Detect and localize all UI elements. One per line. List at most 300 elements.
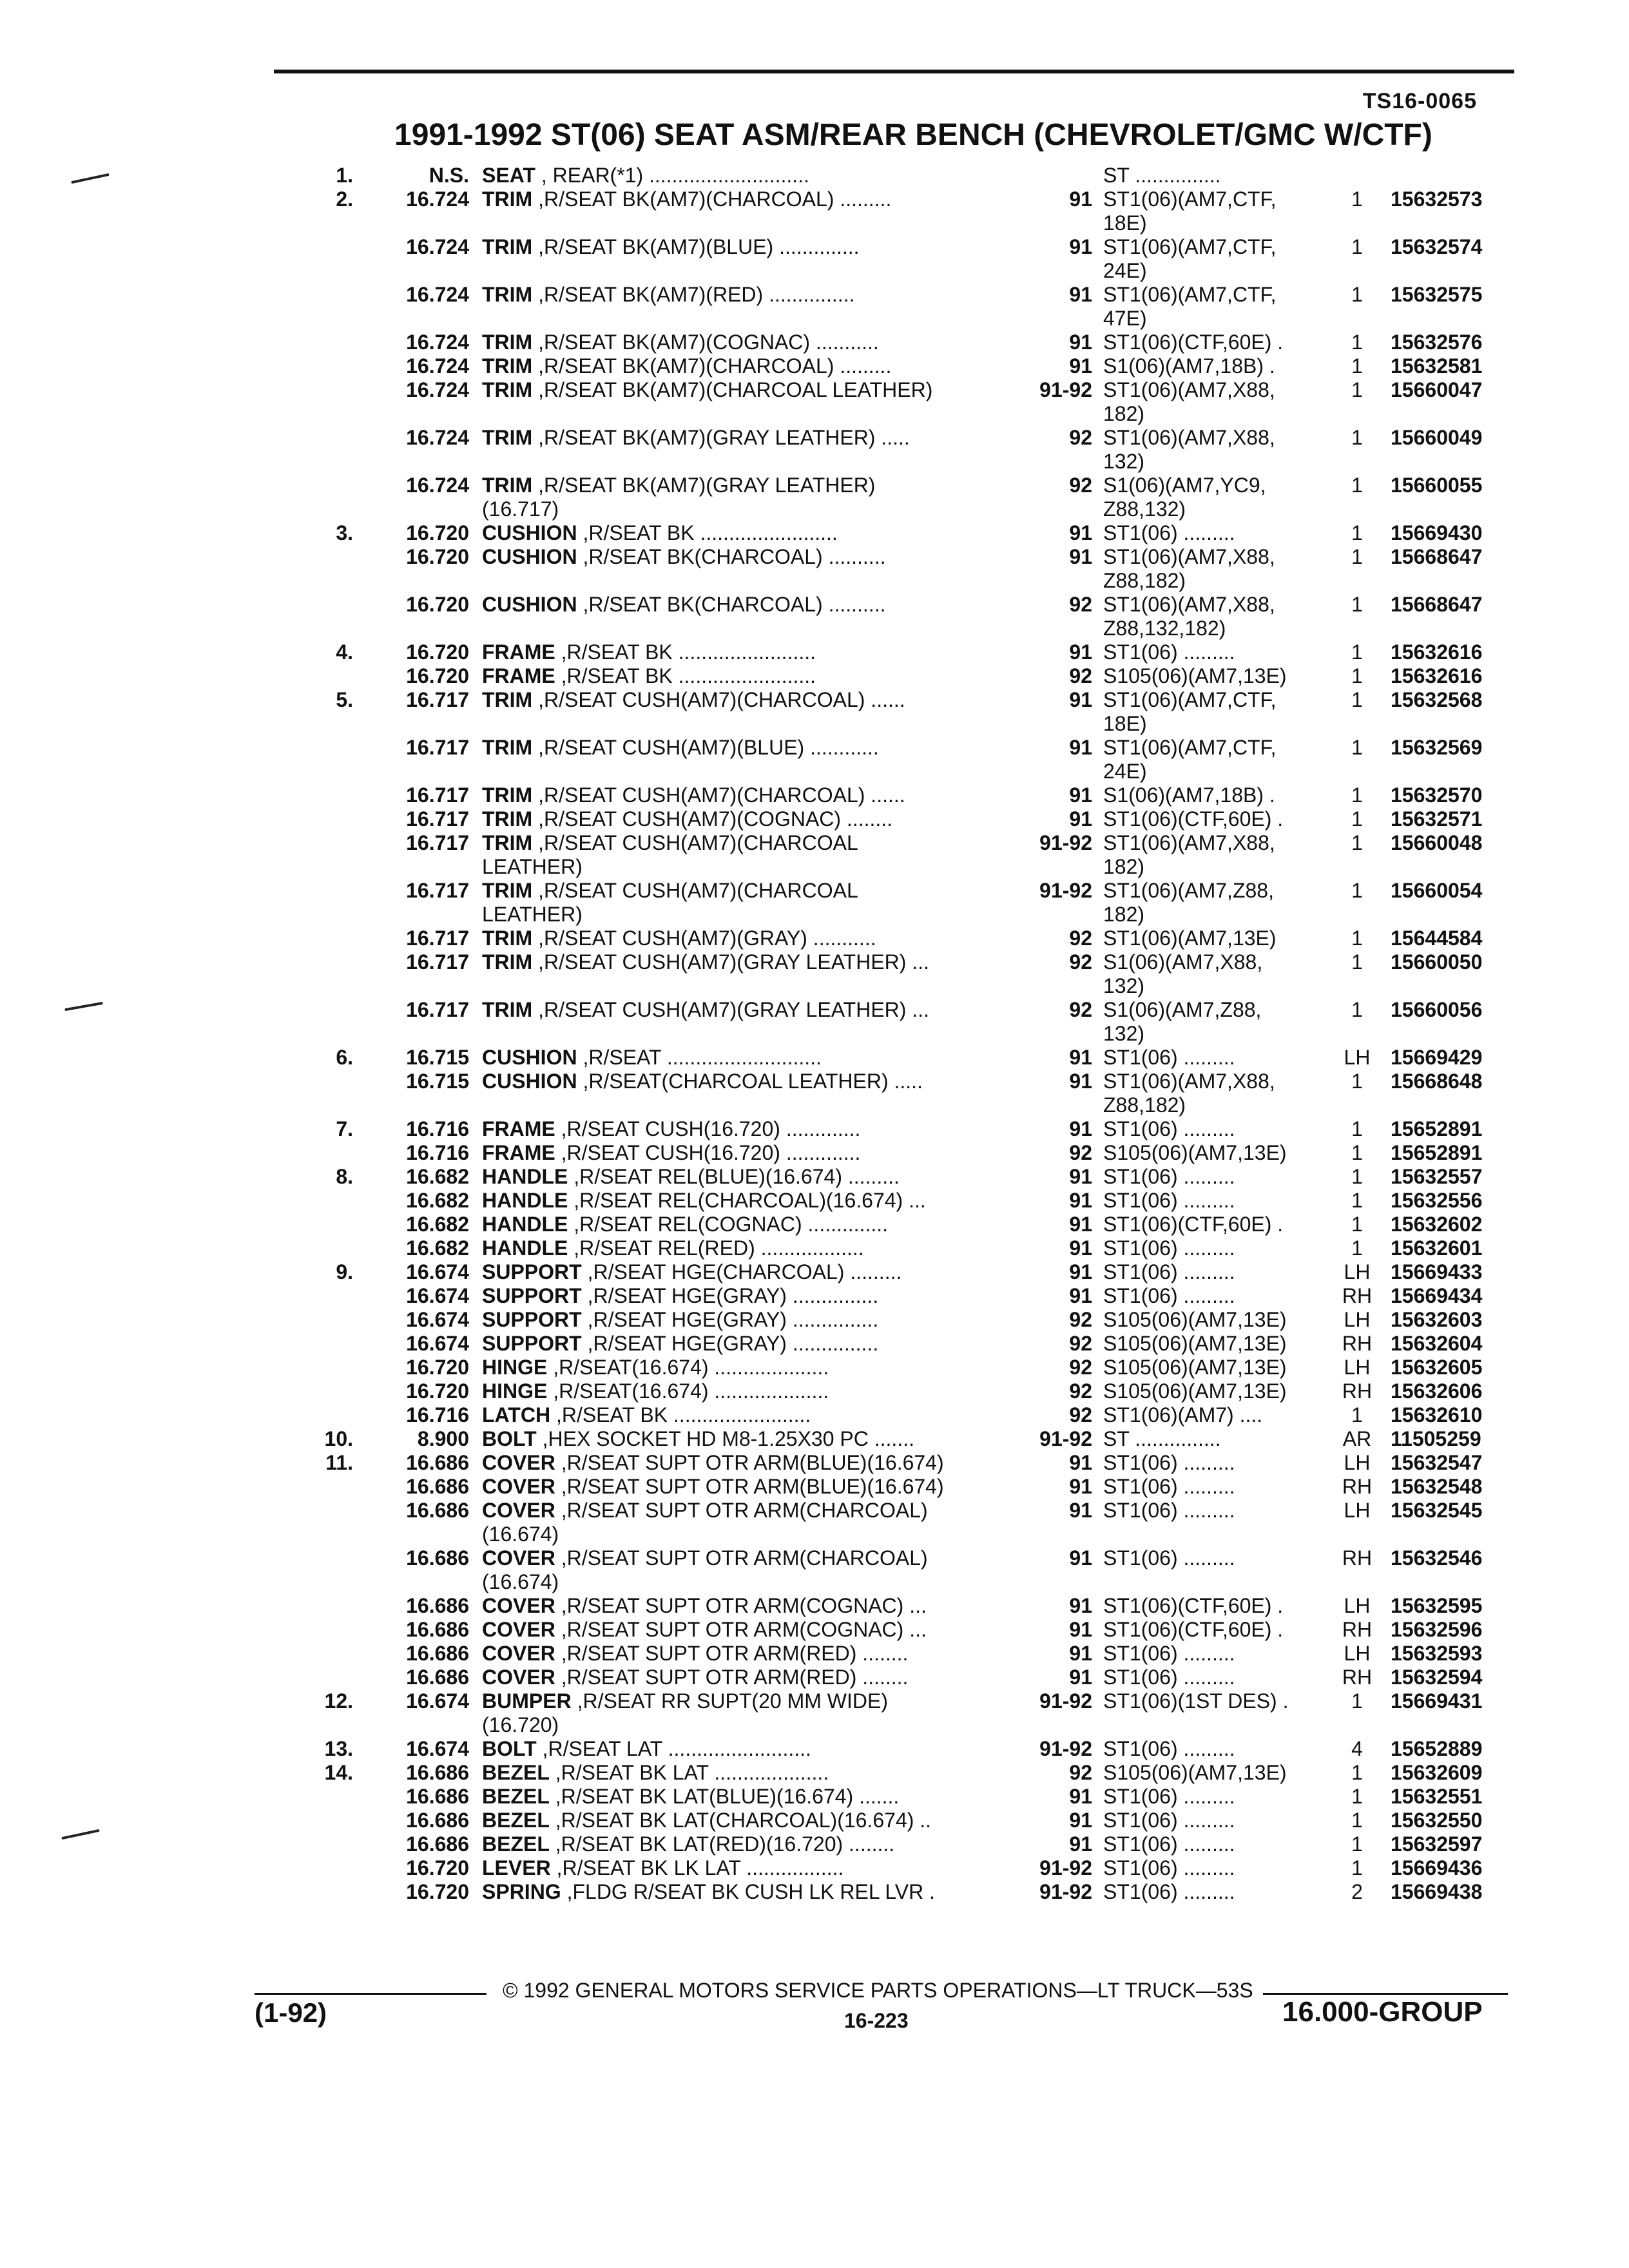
group-number: 16.674 bbox=[406, 1308, 469, 1331]
group-number: 16.724 bbox=[406, 354, 469, 378]
part-name: BEZEL bbox=[482, 1832, 550, 1856]
model-code: S105(06)(AM7,13E) bbox=[1103, 664, 1287, 687]
part-number: 15669438 bbox=[1391, 1880, 1483, 1903]
model-code: ST1(06)(AM7,Z88, bbox=[1103, 879, 1274, 902]
part-name: TRIM bbox=[482, 426, 533, 449]
group-number: 16.686 bbox=[406, 1475, 469, 1498]
model-year: 92 bbox=[1069, 927, 1092, 950]
table-row bbox=[0, 927, 1629, 950]
part-description bbox=[482, 545, 1004, 569]
model-code: ST1(06)(CTF,60E) . bbox=[1103, 1213, 1284, 1236]
item-key: 5. bbox=[336, 688, 353, 711]
group-number: 16.717 bbox=[406, 831, 469, 854]
model-year: 91 bbox=[1069, 688, 1092, 711]
part-description bbox=[482, 164, 1004, 187]
group-number: 16.686 bbox=[406, 1666, 469, 1689]
part-number: 15632546 bbox=[1391, 1546, 1483, 1570]
quantity: 1 bbox=[1351, 1761, 1363, 1784]
part-number: 15632556 bbox=[1391, 1189, 1483, 1212]
model-code: ST1(06)(AM7,CTF, bbox=[1103, 736, 1277, 759]
quantity: 1 bbox=[1351, 1809, 1363, 1832]
part-name: FRAME bbox=[482, 640, 555, 664]
group-number: 16.717 bbox=[406, 807, 469, 831]
part-number: 15668647 bbox=[1391, 545, 1483, 568]
quantity: 1 bbox=[1351, 1856, 1363, 1879]
part-detail: ,R/SEAT BK LAT .................... bbox=[549, 1761, 829, 1784]
group-number: 16.724 bbox=[406, 235, 469, 258]
part-number: 11505259 bbox=[1391, 1427, 1481, 1450]
part-description bbox=[482, 640, 1004, 664]
quantity: LH bbox=[1344, 1260, 1371, 1283]
part-detail: ,R/SEAT CUSH(16.720) ............. bbox=[555, 1117, 861, 1140]
part-name: TRIM bbox=[482, 331, 533, 354]
table-row bbox=[0, 1046, 1629, 1070]
part-number: 15644584 bbox=[1391, 927, 1483, 950]
quantity: RH bbox=[1342, 1618, 1373, 1641]
group-number: 16.686 bbox=[406, 1594, 469, 1617]
model-year: 92 bbox=[1069, 1761, 1092, 1784]
part-number: 15660055 bbox=[1391, 474, 1483, 497]
model-year: 92 bbox=[1069, 1379, 1092, 1403]
part-description bbox=[482, 521, 1004, 545]
quantity: LH bbox=[1344, 1046, 1371, 1069]
part-detail: ,R/SEAT BK ........................ bbox=[555, 640, 816, 664]
item-key: 3. bbox=[336, 521, 353, 544]
parts-list bbox=[0, 164, 1629, 1904]
model-code: ST1(06)(AM7,13E) bbox=[1103, 927, 1277, 950]
model-year: 91-92 bbox=[1039, 1737, 1092, 1760]
part-detail: ,R/SEAT CUSH(AM7)(BLUE) ............ bbox=[532, 736, 879, 759]
model-year: 91 bbox=[1069, 1236, 1092, 1260]
model-code: Z88,182) bbox=[1103, 1093, 1186, 1117]
table-row bbox=[0, 1689, 1629, 1713]
part-number: 15632550 bbox=[1391, 1809, 1483, 1832]
part-name: TRIM bbox=[482, 831, 533, 854]
footer-rule-left bbox=[255, 1993, 487, 1995]
table-row bbox=[0, 497, 1629, 521]
model-year: 91 bbox=[1069, 1070, 1092, 1093]
part-number: 15632569 bbox=[1391, 736, 1483, 759]
part-detail: ,R/SEAT SUPT OTR ARM(RED) ........ bbox=[555, 1666, 909, 1689]
model-code: S1(06)(AM7,X88, bbox=[1103, 950, 1263, 974]
part-name: TRIM bbox=[482, 354, 533, 378]
part-number: 15632551 bbox=[1391, 1785, 1483, 1808]
table-row bbox=[0, 1594, 1629, 1618]
part-number: 15632557 bbox=[1391, 1165, 1483, 1188]
quantity: 1 bbox=[1351, 927, 1363, 950]
group-number: 16.720 bbox=[406, 593, 469, 616]
model-code: ST1(06)(CTF,60E) . bbox=[1103, 1618, 1284, 1641]
table-row bbox=[0, 998, 1629, 1022]
part-number: 15669429 bbox=[1391, 1046, 1483, 1069]
model-year: 91 bbox=[1069, 640, 1092, 664]
group-number: 16.715 bbox=[406, 1046, 469, 1069]
model-year: 91 bbox=[1069, 1284, 1092, 1307]
part-number: 15632570 bbox=[1391, 783, 1483, 807]
quantity: 1 bbox=[1351, 1070, 1363, 1093]
quantity: LH bbox=[1344, 1594, 1371, 1617]
part-description bbox=[482, 879, 1004, 903]
part-detail: LEATHER) bbox=[482, 855, 583, 878]
part-detail: ,R/SEAT HGE(GRAY) ............... bbox=[581, 1308, 879, 1331]
part-name: BEZEL bbox=[482, 1785, 550, 1808]
part-detail: ,R/SEAT HGE(GRAY) ............... bbox=[581, 1284, 879, 1307]
part-name: TRIM bbox=[482, 807, 533, 831]
model-code: ST1(06) ......... bbox=[1103, 1260, 1235, 1283]
model-code: ST1(06)(AM7,CTF, bbox=[1103, 688, 1277, 711]
group-number: 16.674 bbox=[406, 1737, 469, 1760]
model-code: ST1(06) ......... bbox=[1103, 1642, 1235, 1665]
model-code: ST1(06)(AM7,X88, bbox=[1103, 593, 1275, 616]
model-code: Z88,132) bbox=[1103, 497, 1186, 521]
part-name: TRIM bbox=[482, 950, 533, 974]
part-number: 15660048 bbox=[1391, 831, 1483, 854]
table-row bbox=[0, 187, 1629, 211]
part-detail: ,R/SEAT BK LK LAT ................. bbox=[550, 1856, 844, 1879]
table-row bbox=[0, 474, 1629, 497]
part-number: 15632606 bbox=[1391, 1379, 1483, 1403]
model-code: ST1(06) ......... bbox=[1103, 1546, 1235, 1570]
model-year: 91 bbox=[1069, 1546, 1092, 1570]
item-key: 9. bbox=[336, 1260, 353, 1283]
group-number: 16.720 bbox=[406, 1880, 469, 1903]
table-row bbox=[0, 1189, 1629, 1213]
quantity: LH bbox=[1344, 1642, 1371, 1665]
table-row bbox=[0, 1785, 1629, 1809]
part-name: COVER bbox=[482, 1642, 555, 1665]
part-detail: ,R/SEAT BK LAT(CHARCOAL)(16.674) .. bbox=[549, 1809, 932, 1832]
model-code: 24E) bbox=[1103, 760, 1147, 783]
part-number: 15632596 bbox=[1391, 1618, 1483, 1641]
part-description bbox=[482, 998, 1004, 1022]
part-description bbox=[482, 1642, 1004, 1666]
part-detail: , REAR(*1) ............................ bbox=[535, 164, 809, 187]
model-code: S105(06)(AM7,13E) bbox=[1103, 1308, 1287, 1331]
table-row bbox=[0, 1260, 1629, 1284]
group-number: 16.720 bbox=[406, 521, 469, 544]
part-description bbox=[482, 331, 1004, 354]
part-detail: ,R/SEAT BK(AM7)(CHARCOAL) ......... bbox=[532, 187, 892, 211]
part-detail: ,FLDG R/SEAT BK CUSH LK REL LVR . bbox=[561, 1880, 935, 1903]
table-row bbox=[0, 426, 1629, 450]
part-name: LEVER bbox=[482, 1856, 551, 1879]
part-number: 15652891 bbox=[1391, 1117, 1483, 1140]
table-row bbox=[0, 1379, 1629, 1403]
quantity: 1 bbox=[1351, 235, 1363, 258]
part-name: COVER bbox=[482, 1546, 555, 1570]
part-detail: ,R/SEAT(16.674) .................... bbox=[547, 1356, 829, 1379]
table-row bbox=[0, 1022, 1629, 1046]
part-number: 15652889 bbox=[1391, 1737, 1483, 1760]
part-description bbox=[482, 950, 1004, 974]
table-row bbox=[0, 593, 1629, 617]
part-name: BEZEL bbox=[482, 1761, 550, 1784]
quantity: 4 bbox=[1351, 1737, 1363, 1760]
part-description bbox=[482, 1761, 1004, 1785]
table-row bbox=[0, 617, 1629, 640]
part-description bbox=[482, 1832, 1004, 1856]
quantity: LH bbox=[1344, 1356, 1371, 1379]
model-code: ST1(06) ......... bbox=[1103, 1117, 1235, 1140]
part-description bbox=[482, 1046, 1004, 1070]
group-number: 16.717 bbox=[406, 783, 469, 807]
part-number: 15632601 bbox=[1391, 1236, 1483, 1260]
part-name: TRIM bbox=[482, 879, 533, 902]
table-row bbox=[0, 974, 1629, 998]
table-row bbox=[0, 1761, 1629, 1785]
part-detail: ,R/SEAT RR SUPT(20 MM WIDE) bbox=[571, 1689, 888, 1713]
table-row bbox=[0, 283, 1629, 307]
part-detail: ,R/SEAT CUSH(AM7)(CHARCOAL bbox=[532, 879, 858, 902]
part-name: TRIM bbox=[482, 187, 533, 211]
quantity: 1 bbox=[1351, 1236, 1363, 1260]
part-description bbox=[482, 1427, 1004, 1451]
part-detail: ,R/SEAT BK(CHARCOAL) .......... bbox=[577, 545, 886, 568]
table-row bbox=[0, 736, 1629, 760]
part-description bbox=[482, 903, 1004, 927]
part-number: 15632573 bbox=[1391, 187, 1483, 211]
part-name: TRIM bbox=[482, 998, 533, 1021]
model-code: ST1(06) ......... bbox=[1103, 1856, 1235, 1879]
model-year: 91 bbox=[1069, 331, 1092, 354]
model-code: Z88,182) bbox=[1103, 569, 1186, 592]
quantity: 1 bbox=[1351, 1213, 1363, 1236]
table-row bbox=[0, 1093, 1629, 1117]
table-row bbox=[0, 760, 1629, 783]
quantity: RH bbox=[1342, 1379, 1373, 1403]
part-detail: ,HEX SOCKET HD M8-1.25X30 PC ....... bbox=[536, 1427, 914, 1450]
group-number: 16.682 bbox=[406, 1213, 469, 1236]
quantity: 1 bbox=[1351, 950, 1363, 974]
table-row bbox=[0, 1427, 1629, 1451]
group-number: 16.724 bbox=[406, 378, 469, 401]
model-code: 182) bbox=[1103, 903, 1145, 926]
part-description bbox=[482, 1499, 1004, 1523]
table-row bbox=[0, 855, 1629, 879]
model-code: ST1(06) ......... bbox=[1103, 1666, 1235, 1689]
page-title: 1991-1992 ST(06) SEAT ASM/REAR BENCH (CHEVROLET/GMC W/CTF) bbox=[394, 118, 1432, 152]
part-number: 15632568 bbox=[1391, 688, 1483, 711]
group-number: 16.686 bbox=[406, 1451, 469, 1474]
table-row bbox=[0, 1570, 1629, 1594]
quantity: 1 bbox=[1351, 1117, 1363, 1140]
part-detail: ,R/SEAT CUSH(AM7)(CHARCOAL) ...... bbox=[532, 688, 905, 711]
part-number: 15632575 bbox=[1391, 283, 1483, 306]
part-name: BOLT bbox=[482, 1737, 537, 1760]
part-detail: ,R/SEAT SUPT OTR ARM(BLUE)(16.674) bbox=[555, 1475, 944, 1498]
footer-rule-right bbox=[1263, 1993, 1508, 1995]
top-rule bbox=[274, 70, 1514, 73]
group-number: 16.720 bbox=[406, 545, 469, 568]
part-detail: ,R/SEAT REL(RED) .................. bbox=[568, 1236, 864, 1260]
model-year: 91 bbox=[1069, 1475, 1092, 1498]
item-key: 11. bbox=[325, 1451, 353, 1474]
part-detail: ,R/SEAT CUSH(AM7)(GRAY) ........... bbox=[532, 927, 876, 950]
part-number: 15669436 bbox=[1391, 1856, 1483, 1879]
part-detail: ,R/SEAT CUSH(16.720) ............. bbox=[555, 1141, 861, 1164]
table-row bbox=[0, 1475, 1629, 1499]
part-detail: ,R/SEAT REL(COGNAC) .............. bbox=[568, 1213, 888, 1236]
part-detail: ,R/SEAT BK(AM7)(RED) ............... bbox=[532, 283, 855, 306]
part-description bbox=[482, 1284, 1004, 1308]
model-year: 91-92 bbox=[1039, 1856, 1092, 1879]
part-number: 15632597 bbox=[1391, 1832, 1483, 1856]
table-row bbox=[0, 831, 1629, 855]
table-row bbox=[0, 1356, 1629, 1379]
model-code: ST1(06) ......... bbox=[1103, 1189, 1235, 1212]
quantity: 1 bbox=[1351, 354, 1363, 378]
model-code: S105(06)(AM7,13E) bbox=[1103, 1141, 1287, 1164]
part-description bbox=[482, 1856, 1004, 1880]
model-code: 182) bbox=[1103, 402, 1145, 425]
part-description bbox=[482, 807, 1004, 831]
quantity: LH bbox=[1344, 1499, 1371, 1522]
group-number: 16.720 bbox=[406, 640, 469, 664]
model-year: 92 bbox=[1069, 1403, 1092, 1427]
quantity: 1 bbox=[1351, 545, 1363, 568]
part-description bbox=[482, 426, 1004, 450]
model-code: 47E) bbox=[1103, 307, 1147, 330]
part-description bbox=[482, 1141, 1004, 1165]
part-number: 15632548 bbox=[1391, 1475, 1483, 1498]
quantity: 1 bbox=[1351, 1141, 1363, 1164]
part-description bbox=[482, 1308, 1004, 1332]
group-number: 16.674 bbox=[406, 1689, 469, 1713]
table-row bbox=[0, 1642, 1629, 1666]
part-detail: ,R/SEAT BK(AM7)(GRAY LEATHER) bbox=[532, 474, 876, 497]
model-code: ST1(06)(AM7,X88, bbox=[1103, 426, 1275, 449]
part-description bbox=[482, 1189, 1004, 1213]
model-code: ST1(06) ......... bbox=[1103, 1809, 1235, 1832]
item-key: 10. bbox=[324, 1427, 353, 1450]
table-row bbox=[0, 402, 1629, 426]
quantity: 1 bbox=[1351, 783, 1363, 807]
group-number: 16.717 bbox=[406, 736, 469, 759]
table-row bbox=[0, 211, 1629, 235]
part-description bbox=[482, 855, 1004, 879]
table-row bbox=[0, 1809, 1629, 1832]
model-code: ST1(06) ......... bbox=[1103, 1284, 1235, 1307]
part-description bbox=[482, 235, 1004, 259]
table-row bbox=[0, 1165, 1629, 1189]
table-row bbox=[0, 1117, 1629, 1141]
part-name: HANDLE bbox=[482, 1165, 568, 1188]
part-number: 15660049 bbox=[1391, 426, 1483, 449]
part-name: COVER bbox=[482, 1618, 555, 1641]
part-name: CUSHION bbox=[482, 545, 577, 568]
part-detail: ,R/SEAT SUPT OTR ARM(CHARCOAL) bbox=[555, 1499, 928, 1522]
model-code: S105(06)(AM7,13E) bbox=[1103, 1379, 1287, 1403]
part-description bbox=[482, 1546, 1004, 1570]
part-description bbox=[482, 1880, 1004, 1904]
model-code: ST1(06)(AM7,CTF, bbox=[1103, 235, 1277, 258]
part-detail: ,R/SEAT SUPT OTR ARM(CHARCOAL) bbox=[555, 1546, 928, 1570]
part-name: TRIM bbox=[482, 783, 533, 807]
part-name: TRIM bbox=[482, 474, 533, 497]
group-number: N.S. bbox=[429, 164, 469, 187]
model-code: ST1(06)(AM7,X88, bbox=[1103, 378, 1275, 401]
part-number: 15632571 bbox=[1391, 807, 1483, 831]
model-year: 91 bbox=[1069, 187, 1092, 211]
part-number: 15632610 bbox=[1391, 1403, 1483, 1427]
model-year: 91-92 bbox=[1039, 1427, 1092, 1450]
part-name: TRIM bbox=[482, 688, 533, 711]
model-year: 91 bbox=[1069, 1785, 1092, 1808]
quantity: 1 bbox=[1351, 1165, 1363, 1188]
group-number: 16.682 bbox=[406, 1189, 469, 1212]
table-row bbox=[0, 1284, 1629, 1308]
part-description bbox=[482, 1475, 1004, 1499]
part-detail: ,R/SEAT BK(AM7)(COGNAC) ........... bbox=[532, 331, 879, 354]
item-key: 6. bbox=[336, 1046, 353, 1069]
model-code: ST1(06) ......... bbox=[1103, 1499, 1235, 1522]
group-number: 16.720 bbox=[406, 1356, 469, 1379]
part-description bbox=[482, 1379, 1004, 1403]
group-number: 16.686 bbox=[406, 1546, 469, 1570]
part-description bbox=[482, 1403, 1004, 1427]
part-number: 15660047 bbox=[1391, 378, 1483, 401]
part-name: HINGE bbox=[482, 1379, 548, 1403]
quantity: 1 bbox=[1351, 593, 1363, 616]
part-name: TRIM bbox=[482, 927, 533, 950]
part-description bbox=[482, 1356, 1004, 1379]
table-row bbox=[0, 1213, 1629, 1236]
part-detail: ,R/SEAT CUSH(AM7)(CHARCOAL bbox=[532, 831, 858, 854]
group-number: 16.717 bbox=[406, 927, 469, 950]
group-number: 16.716 bbox=[406, 1117, 469, 1140]
model-year: 91 bbox=[1069, 521, 1092, 544]
table-row bbox=[0, 569, 1629, 593]
part-detail: ,R/SEAT SUPT OTR ARM(COGNAC) ... bbox=[555, 1594, 927, 1617]
model-year: 91 bbox=[1069, 1594, 1092, 1617]
part-description bbox=[482, 1809, 1004, 1832]
model-code: ST1(06) ......... bbox=[1103, 1475, 1235, 1498]
part-number: 15669430 bbox=[1391, 521, 1483, 544]
model-year: 91-92 bbox=[1039, 378, 1092, 401]
part-number: 15668648 bbox=[1391, 1070, 1483, 1093]
part-detail: (16.720) bbox=[482, 1713, 559, 1736]
part-detail: ,R/SEAT BK LAT(BLUE)(16.674) ....... bbox=[549, 1785, 900, 1808]
model-code: ST1(06) ......... bbox=[1103, 640, 1235, 664]
group-number: 16.674 bbox=[406, 1284, 469, 1307]
quantity: 1 bbox=[1351, 664, 1363, 687]
model-year: 91-92 bbox=[1039, 879, 1092, 902]
part-name: CUSHION bbox=[482, 593, 577, 616]
model-year: 91 bbox=[1069, 1809, 1092, 1832]
table-row bbox=[0, 950, 1629, 974]
group-number: 16.686 bbox=[406, 1761, 469, 1784]
issue-date: (1-92) bbox=[255, 1997, 327, 2028]
part-detail: (16.717) bbox=[482, 497, 559, 521]
quantity: 1 bbox=[1351, 640, 1363, 664]
item-key: 1. bbox=[336, 164, 353, 187]
part-number: 15660054 bbox=[1391, 879, 1483, 902]
part-name: FRAME bbox=[482, 1141, 555, 1164]
table-row bbox=[0, 1880, 1629, 1904]
part-number: 15668647 bbox=[1391, 593, 1483, 616]
model-code: S1(06)(AM7,18B) . bbox=[1103, 783, 1275, 807]
model-code: Z88,132,182) bbox=[1103, 617, 1226, 640]
model-code: ST ............... bbox=[1103, 164, 1221, 187]
group-number: 16.686 bbox=[406, 1499, 469, 1522]
part-description bbox=[482, 497, 1004, 521]
part-description bbox=[482, 1570, 1004, 1594]
table-row bbox=[0, 1332, 1629, 1356]
group-number: 16.720 bbox=[406, 1379, 469, 1403]
table-row bbox=[0, 378, 1629, 402]
model-year: 91 bbox=[1069, 1642, 1092, 1665]
part-description bbox=[482, 283, 1004, 307]
